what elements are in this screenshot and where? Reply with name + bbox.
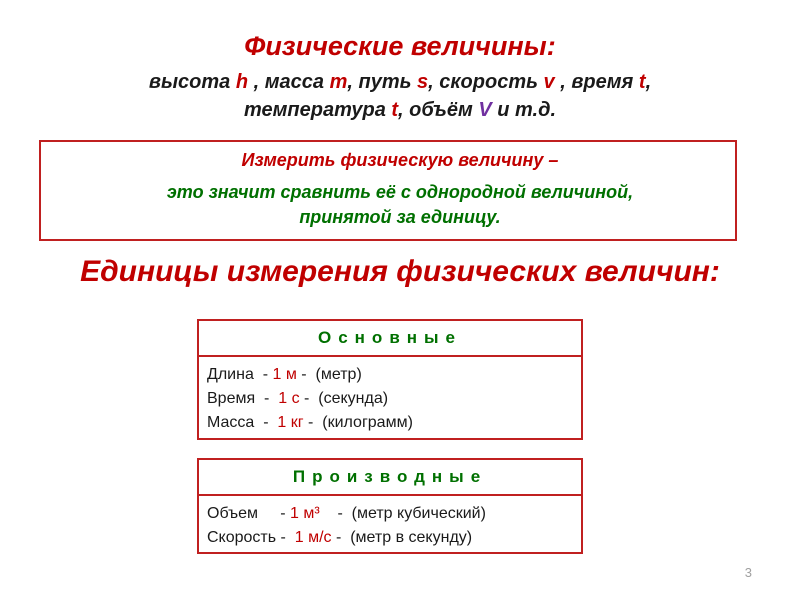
quantity-symbol: s xyxy=(417,71,429,93)
unit-quantity-name: Длина - xyxy=(207,366,273,383)
basic-units-list xyxy=(199,357,581,435)
unit-description: - (метр в секунду) xyxy=(331,529,473,546)
unit-row xyxy=(207,387,581,411)
units-title: Единицы измерения физических величин: xyxy=(80,255,720,288)
quantity-text: температура xyxy=(243,99,392,121)
unit-value: 1 кг xyxy=(272,414,304,431)
derived-units-box xyxy=(197,458,583,554)
basic-units-box xyxy=(197,319,583,440)
quantity-text: , объём xyxy=(398,99,479,121)
quantity-symbol: m xyxy=(329,71,348,93)
definition-heading: Измерить физическую величину – xyxy=(241,150,559,170)
slide-title: Физические величины: xyxy=(244,31,556,61)
page-number: 3 xyxy=(744,565,752,580)
quantity-text: , время xyxy=(554,71,639,93)
unit-value: 1 м/с xyxy=(290,529,332,546)
quantity-text: , масса xyxy=(248,71,330,93)
derived-units-list xyxy=(199,496,581,550)
unit-quantity-name: Время - xyxy=(207,390,274,407)
basic-units-heading: Основные xyxy=(199,321,581,357)
unit-description: - (метр кубический) xyxy=(319,505,486,522)
definition-text-line-2: принятой за единицу. xyxy=(299,207,501,227)
quantity-symbol: t xyxy=(391,99,399,121)
unit-quantity-name: Скорость - xyxy=(207,529,291,546)
definition-text-line-1: это значит сравнить её с однородной величиной, xyxy=(166,182,634,202)
unit-value: 1 м³ xyxy=(289,505,320,522)
quantity-symbol: h xyxy=(235,71,249,93)
quantity-symbol: v xyxy=(543,71,555,93)
quantities-line-1 xyxy=(0,71,800,94)
quantity-text: и т.д. xyxy=(491,99,557,121)
unit-description: - (метр) xyxy=(296,366,362,383)
quantity-text: , путь xyxy=(347,71,418,93)
unit-row xyxy=(207,502,581,526)
unit-row xyxy=(207,363,581,387)
unit-description: - (секунда) xyxy=(299,390,389,407)
quantity-text: , скорость xyxy=(428,71,544,93)
unit-value: 1 с xyxy=(273,390,300,407)
quantity-text: высота xyxy=(148,71,236,93)
unit-value: 1 м xyxy=(272,366,297,383)
unit-row xyxy=(207,411,581,435)
quantities-line-2 xyxy=(0,99,800,122)
unit-row xyxy=(207,526,581,550)
quantity-symbol: t xyxy=(638,71,646,93)
quantity-text: , xyxy=(645,71,652,93)
unit-description: - (килограмм) xyxy=(303,414,413,431)
quantity-symbol: V xyxy=(478,99,492,121)
unit-quantity-name: Объем - xyxy=(207,505,290,522)
unit-quantity-name: Масса - xyxy=(207,414,273,431)
derived-units-heading: Производные xyxy=(199,460,581,496)
